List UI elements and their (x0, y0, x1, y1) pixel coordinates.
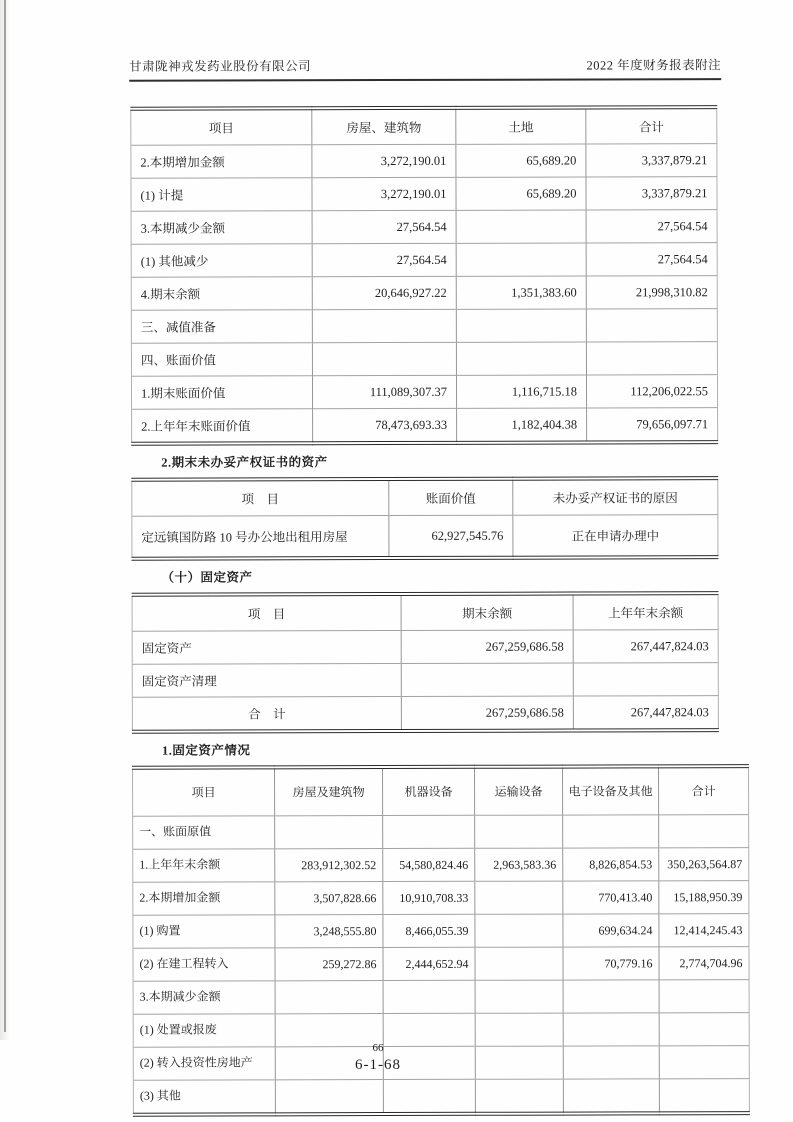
table-row (132, 515, 718, 559)
table-row (132, 663, 718, 698)
cell-value: 8,826,854.53 (563, 848, 659, 881)
cell-value: 27,564.54 (312, 243, 456, 276)
table-row (131, 210, 717, 245)
cell-value (275, 1080, 383, 1115)
section-title-fixed-assets: （十）固定资产 (161, 570, 253, 585)
page-number: 66 (372, 1042, 384, 1054)
cell-value (456, 342, 586, 375)
cell-value (659, 1013, 749, 1046)
table-row (133, 980, 749, 1015)
table-row (132, 408, 718, 444)
cell-value: 699,634.24 (563, 914, 659, 947)
row-label: 一、账面原值 (133, 816, 275, 849)
cell-value: 267,259,686.58 (401, 630, 573, 663)
row-label: (1) 购置 (133, 915, 275, 948)
row-label: (3) 其他 (133, 1080, 275, 1115)
cell-value (475, 1079, 563, 1114)
cell-value: 78,473,693.33 (313, 408, 457, 443)
cell-value: 10,910,708.33 (383, 881, 475, 914)
cell-value: 12,414,245.43 (659, 914, 749, 947)
cell-value (383, 980, 475, 1013)
column-header: 项目 (191, 784, 216, 800)
cell-value (475, 815, 563, 848)
column-header: 土地 (456, 108, 586, 145)
cell-value: 79,656,097.71 (587, 408, 718, 443)
cell-value: 111,089,307.37 (312, 375, 456, 408)
cell-value: 2,774,704.96 (659, 947, 749, 980)
table-row (131, 309, 717, 344)
cell-value: 70,779.16 (563, 947, 659, 980)
section-title-unregistered-assets: 2.期末未办妥产权证书的资产 (161, 455, 328, 470)
cell-value: 267,259,686.58 (401, 696, 573, 731)
doc-code: 6-1-68 (355, 1056, 401, 1073)
table-row (131, 276, 717, 311)
table-row (133, 815, 749, 850)
row-label: 定远镇国防路 10 号办公地出租用房屋 (132, 516, 389, 559)
row-label: 2.本期增加金额 (131, 145, 312, 178)
row-label: 2.本期增加金额 (133, 882, 275, 915)
row-label: (1) 计提 (131, 178, 312, 211)
unregistered-assets-table (131, 476, 718, 561)
cell-value (586, 342, 717, 375)
row-label: 1.期末账面价值 (131, 376, 312, 409)
cell-value: 259,272.86 (275, 948, 383, 981)
cell-value (659, 815, 749, 848)
table-row (131, 177, 717, 212)
cell-value: 770,413.40 (563, 881, 659, 914)
column-header: 项目 (208, 121, 234, 136)
cell-value: 3,272,190.01 (312, 144, 456, 177)
row-label: (2) 在建工程转入 (133, 948, 275, 981)
cell-value: 1,182,404.38 (457, 408, 587, 443)
column-header: 合计 (659, 766, 749, 815)
row-label: (2) 转入投资性房地产 (133, 1047, 275, 1080)
column-header: 上年年末余额 (573, 593, 718, 630)
row-label: 4.期末余额 (131, 277, 312, 310)
table-row (132, 696, 718, 732)
column-header: 房屋、建筑物 (312, 108, 456, 145)
cell-value: 3,272,190.01 (312, 177, 456, 210)
column-header: 电子设备及其他 (563, 766, 659, 815)
cell-value: 65,689.20 (456, 144, 586, 177)
cell-value: 3,337,879.21 (586, 144, 717, 177)
row-label: 2.上年年末账面价值 (132, 409, 313, 444)
table-row (132, 630, 718, 665)
cell-value: 3,248,555.80 (275, 915, 383, 948)
cell-value: 8,466,055.39 (383, 914, 475, 947)
table-row (133, 914, 749, 949)
cell-value (475, 914, 563, 947)
cell-value (456, 309, 586, 342)
cell-value (401, 663, 573, 696)
cell-value (275, 816, 383, 849)
cell-value: 283,912,302.52 (275, 849, 383, 882)
cell-value (563, 815, 659, 848)
cell-value: 112,206,022.55 (586, 375, 717, 408)
company-name: 甘肃陇神戎发药业股份有限公司 (129, 59, 312, 74)
row-label: (1) 其他减少 (131, 244, 312, 277)
row-label: 固定资产 (132, 630, 401, 664)
header-row (132, 593, 718, 631)
cell-value: 267,447,824.03 (573, 696, 718, 731)
row-label: 3.本期减少金额 (131, 211, 312, 244)
cell-value: 65,689.20 (456, 177, 586, 210)
page-footer (0, 1042, 756, 1075)
row-label: 固定资产清理 (132, 663, 401, 697)
cell-value (563, 980, 659, 1013)
cell-value (475, 881, 563, 914)
row-label: 1.上年年末余额 (133, 849, 275, 882)
cell-value (456, 243, 586, 276)
column-header: 账面价值 (389, 479, 513, 516)
table-row (133, 848, 749, 883)
cell-value: 267,447,824.03 (573, 630, 718, 663)
cell-value: 2,963,583.36 (475, 848, 563, 881)
table-row (131, 342, 717, 377)
column-header: 项 目 (247, 607, 286, 622)
cell-value (475, 947, 563, 980)
column-header: 运输设备 (475, 767, 563, 816)
row-label: 3.本期减少金额 (133, 981, 275, 1014)
cell-value (659, 980, 749, 1013)
cell-value (586, 309, 717, 342)
cell-value: 20,646,927.22 (312, 276, 456, 309)
column-header: 项 目 (241, 492, 280, 507)
cell-value (573, 663, 718, 696)
table-row (131, 144, 717, 179)
cell-value: 3,507,828.66 (275, 882, 383, 915)
row-label: 三、减值准备 (131, 310, 312, 343)
table-row (131, 243, 717, 278)
column-header: 期末余额 (401, 594, 573, 631)
header-row (133, 766, 749, 816)
table-row (133, 947, 749, 982)
cell-value: 27,564.54 (312, 210, 456, 243)
page-header (129, 55, 721, 82)
column-header: 房屋及建筑物 (275, 767, 383, 816)
cell-value: 350,263,564.87 (659, 848, 749, 881)
cell-value: 15,188,950.39 (659, 881, 749, 914)
cell-value (312, 309, 456, 342)
cell-value: 62,927,545.76 (389, 515, 513, 558)
column-header: 未办妥产权证书的原因 (513, 478, 718, 515)
cell-value (475, 980, 563, 1013)
cell-value (383, 1079, 475, 1114)
header-row (131, 107, 717, 145)
row-label: (1) 处置或报废 (133, 1014, 275, 1047)
table-row (133, 1079, 749, 1115)
column-header: 合计 (586, 107, 717, 144)
cell-value: 正在申请办理中 (513, 515, 718, 558)
cell-value (659, 1079, 749, 1114)
section-title-fixed-assets-detail: 1.固定资产情况 (161, 743, 251, 758)
cell-value: 27,564.54 (586, 243, 717, 276)
cell-value (456, 210, 586, 243)
row-label: 合 计 (132, 696, 401, 731)
header-row (132, 478, 718, 516)
column-header: 机器设备 (383, 767, 475, 816)
table-row (131, 375, 717, 410)
cell-value: 2,444,652.94 (383, 947, 475, 980)
report-title: 2022 年度财务报表附注 (586, 58, 722, 73)
cell-value: 21,998,310.82 (586, 276, 717, 309)
row-label: 四、账面价值 (131, 343, 312, 376)
cell-value: 54,580,824.46 (383, 848, 475, 881)
fixed-assets-summary-table (132, 591, 719, 734)
cell-value: 1,116,715.18 (456, 375, 586, 408)
cell-value: 1,351,383.60 (456, 276, 586, 309)
cell-value (312, 342, 456, 375)
cell-value: 27,564.54 (586, 210, 717, 243)
cell-value (563, 1079, 659, 1114)
cell-value (383, 815, 475, 848)
depreciation-table (130, 105, 718, 446)
cell-value (275, 981, 383, 1014)
table-row (133, 881, 749, 916)
cell-value: 3,337,879.21 (586, 177, 717, 210)
